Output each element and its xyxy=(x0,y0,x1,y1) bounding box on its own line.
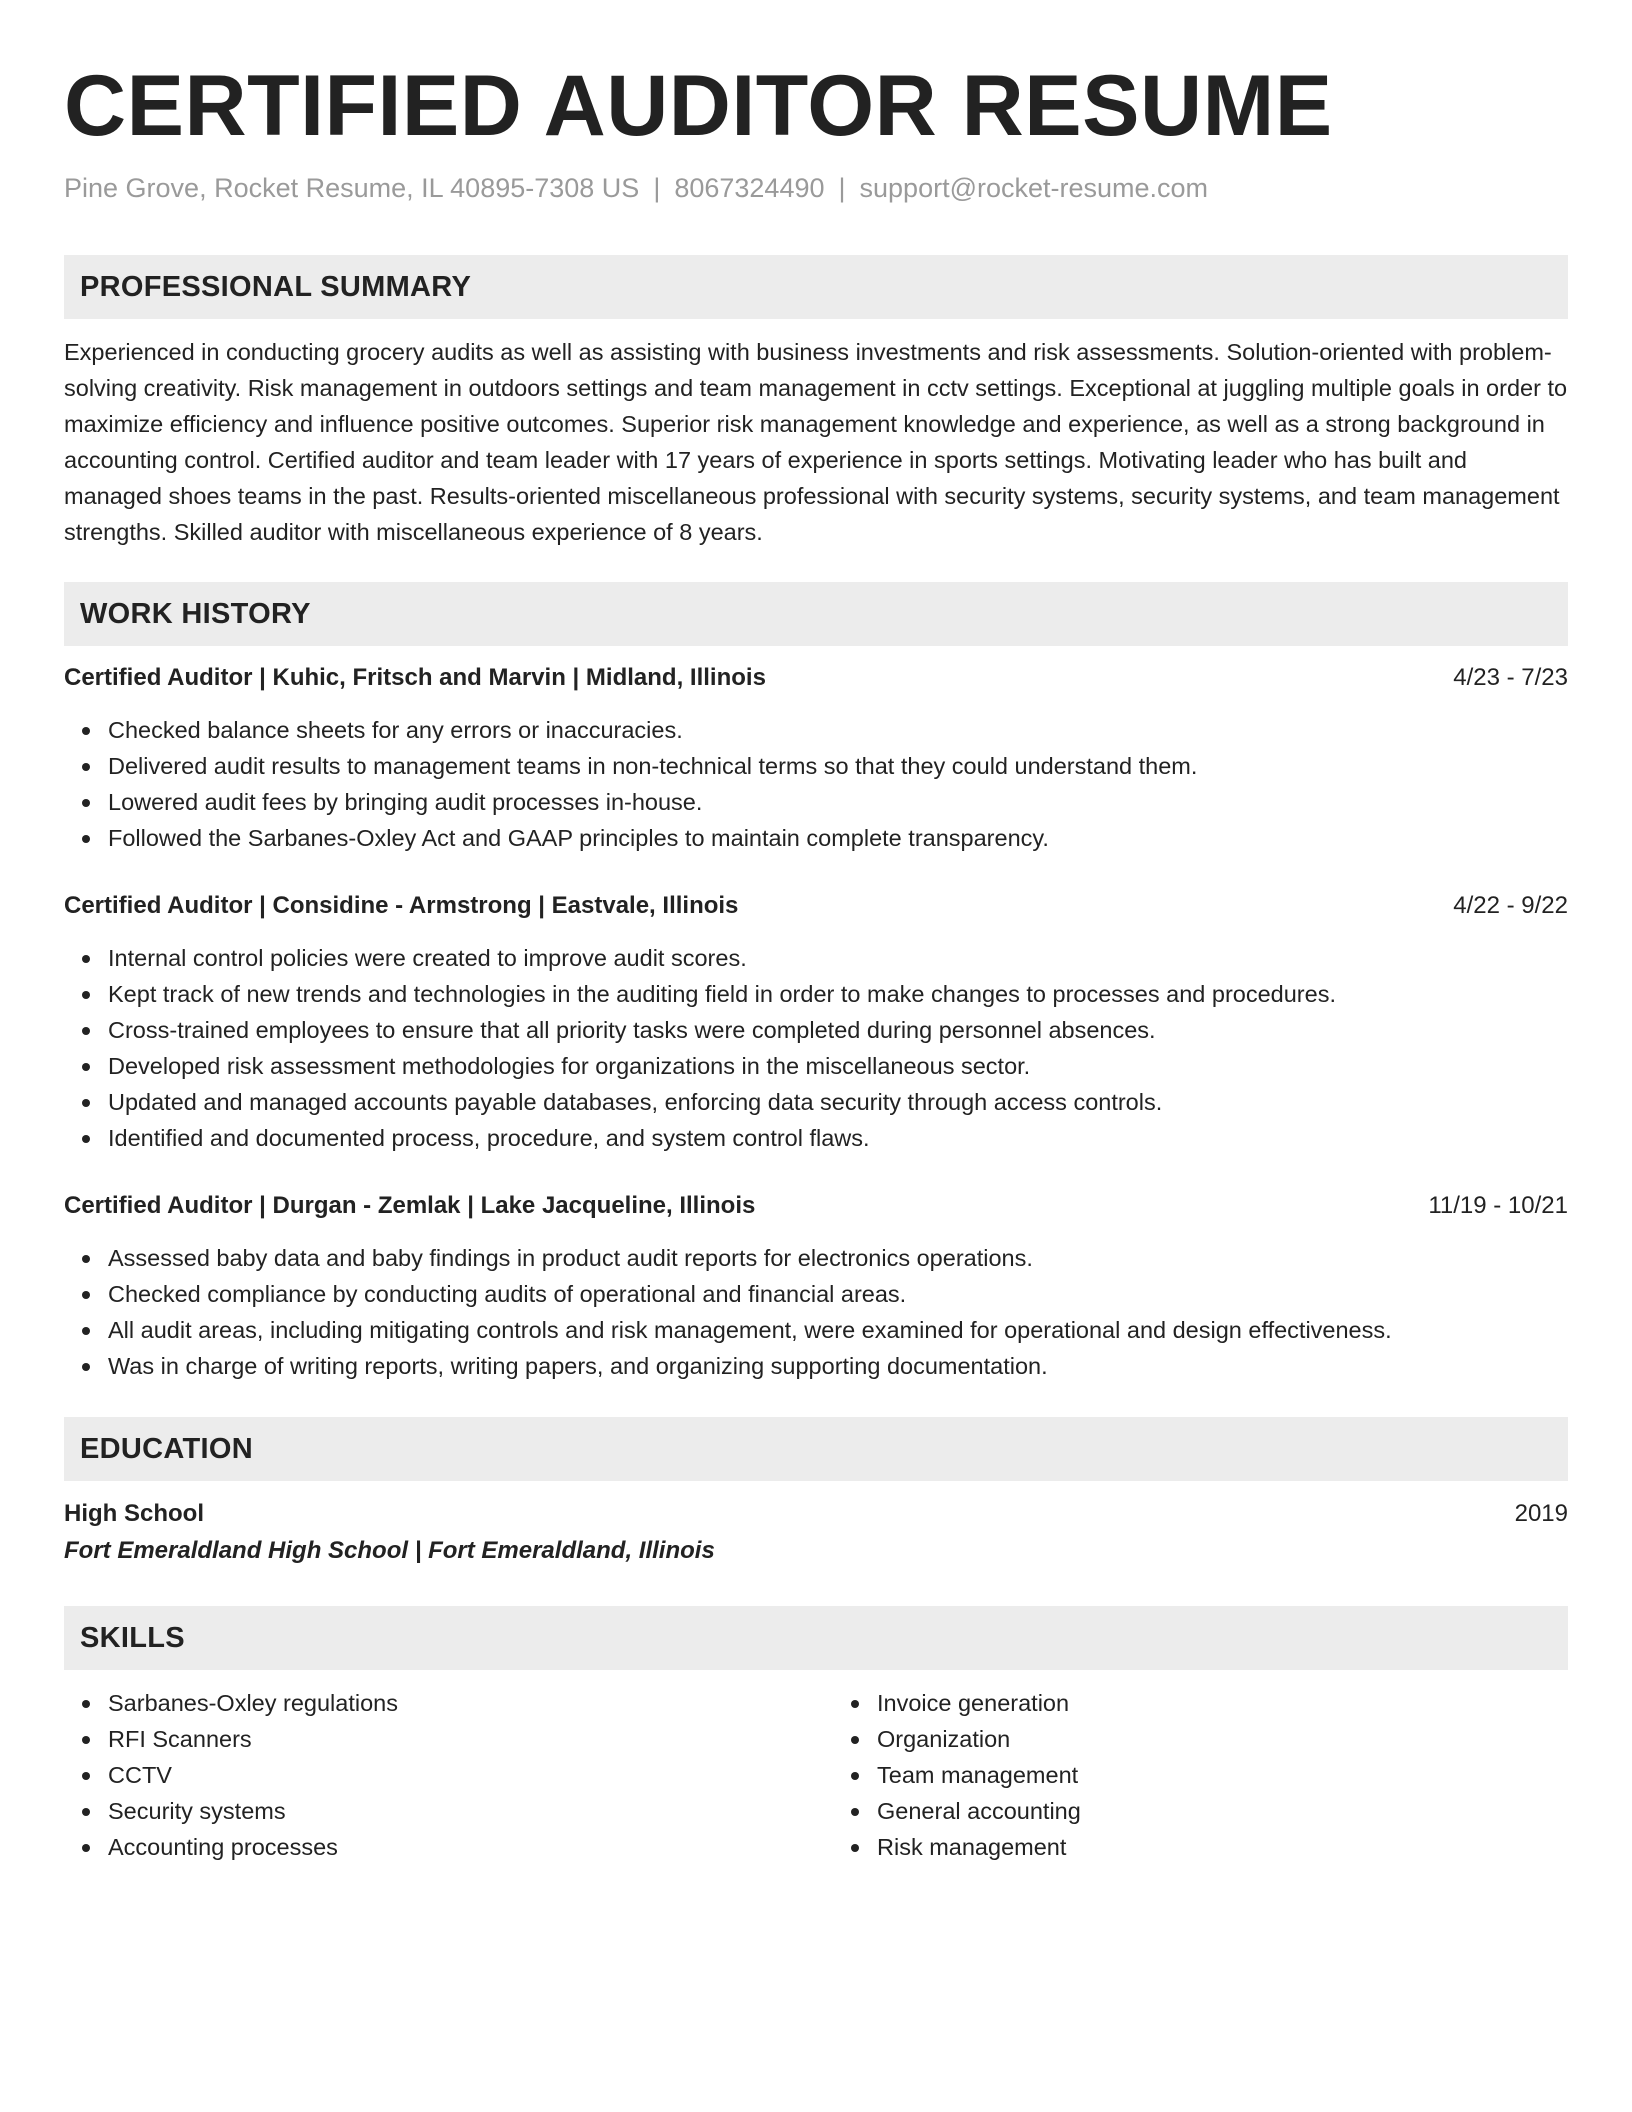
section-header-work-history: WORK HISTORY xyxy=(64,582,1568,646)
list-item: Developed risk assessment methodologies for organizations in the miscellaneous sector. xyxy=(64,1048,1568,1084)
section-header-skills: SKILLS xyxy=(64,1606,1568,1670)
contact-address: Pine Grove, Rocket Resume, IL 40895-7308 US xyxy=(64,173,640,203)
job-title: Certified Auditor | Kuhic, Fritsch and Marvin | Midland, Illinois xyxy=(64,664,766,691)
list-item: Cross-trained employees to ensure that all priority tasks were completed during personnel absences. xyxy=(64,1012,1568,1048)
summary-text: Experienced in conducting grocery audits as well as assisting with business investments and risk assessments. Solution-oriented with problem-solving creativity. Risk management in outdoors settings and team management in cctv settings. Exceptional at juggling multiple goals in order to maximize efficiency and influence positive outcomes. Superior risk management knowledge and experience, as well as a strong background in accounting control. Certified auditor and team leader with 17 years of experience in sports settings. Motivating leader who has built and managed shoes teams in the past. Results-oriented miscellaneous professional with security systems, security systems, and team management strengths. Skilled auditor with miscellaneous experience of 8 years. xyxy=(64,339,1568,545)
job-entry xyxy=(64,888,1568,1156)
list-item: Checked balance sheets for any errors or inaccuracies. xyxy=(64,712,1568,748)
list-item: Checked compliance by conducting audits of operational and financial areas. xyxy=(64,1276,1568,1312)
skill-item: Accounting processes xyxy=(64,1829,816,1865)
education-year: 2019 xyxy=(1514,1500,1568,1527)
job-header xyxy=(64,888,1568,924)
contact-email: support@rocket-resume.com xyxy=(859,173,1209,203)
job-date: 4/22 - 9/22 xyxy=(1453,892,1568,919)
list-item: Followed the Sarbanes-Oxley Act and GAAP principles to maintain complete transparency. xyxy=(64,820,1568,856)
job-date: 4/23 - 7/23 xyxy=(1453,664,1568,691)
list-item: Was in charge of writing reports, writing papers, and organizing supporting documentation. xyxy=(64,1348,1568,1384)
skill-item: CCTV xyxy=(64,1757,816,1793)
section-header-summary: PROFESSIONAL SUMMARY xyxy=(64,255,1568,319)
job-bullets xyxy=(64,940,1568,1156)
job-entry xyxy=(64,1188,1568,1384)
list-item: Kept track of new trends and technologies in the auditing field in order to make changes to processes and procedures. xyxy=(64,976,1568,1012)
list-item: All audit areas, including mitigating controls and risk management, were examined for operational and design effectiveness. xyxy=(64,1312,1568,1348)
job-header xyxy=(64,660,1568,696)
skills-grid xyxy=(64,1685,1568,1865)
job-date: 11/19 - 10/21 xyxy=(1428,1192,1568,1219)
skills-column-left xyxy=(64,1685,816,1865)
skill-item: General accounting xyxy=(833,1793,1568,1829)
job-bullets xyxy=(64,712,1568,856)
contact-separator: | xyxy=(653,173,661,203)
list-item: Lowered audit fees by bringing audit processes in-house. xyxy=(64,784,1568,820)
skill-item: Risk management xyxy=(833,1829,1568,1865)
job-title: Certified Auditor | Durgan - Zemlak | Lake Jacqueline, Illinois xyxy=(64,1192,756,1219)
job-bullets xyxy=(64,1240,1568,1384)
skills-column-right xyxy=(816,1685,1568,1865)
skill-item: Team management xyxy=(833,1757,1568,1793)
resume-title: CERTIFIED AUDITOR RESUME xyxy=(64,58,1333,154)
list-item: Identified and documented process, procedure, and system control flaws. xyxy=(64,1120,1568,1156)
education-school: Fort Emeraldland High School | Fort Emeraldland, Illinois xyxy=(64,1537,715,1564)
skill-item: Organization xyxy=(833,1721,1568,1757)
skill-item: Sarbanes-Oxley regulations xyxy=(64,1685,816,1721)
contact-separator: | xyxy=(838,173,846,203)
job-entry xyxy=(64,660,1568,856)
list-item: Assessed baby data and baby findings in product audit reports for electronics operations. xyxy=(64,1240,1568,1276)
education-degree: High School xyxy=(64,1500,204,1527)
education-header xyxy=(64,1496,1568,1532)
list-item: Delivered audit results to management teams in non-technical terms so that they could understand them. xyxy=(64,748,1568,784)
contact-phone: 8067324490 xyxy=(674,173,825,203)
skill-item: RFI Scanners xyxy=(64,1721,816,1757)
job-title: Certified Auditor | Considine - Armstrong | Eastvale, Illinois xyxy=(64,892,739,919)
skill-item: Security systems xyxy=(64,1793,816,1829)
section-header-education: EDUCATION xyxy=(64,1417,1568,1481)
list-item: Updated and managed accounts payable databases, enforcing data security through access controls. xyxy=(64,1084,1568,1120)
list-item: Internal control policies were created to improve audit scores. xyxy=(64,940,1568,976)
job-header xyxy=(64,1188,1568,1224)
contact-line xyxy=(64,170,1568,206)
skill-item: Invoice generation xyxy=(833,1685,1568,1721)
